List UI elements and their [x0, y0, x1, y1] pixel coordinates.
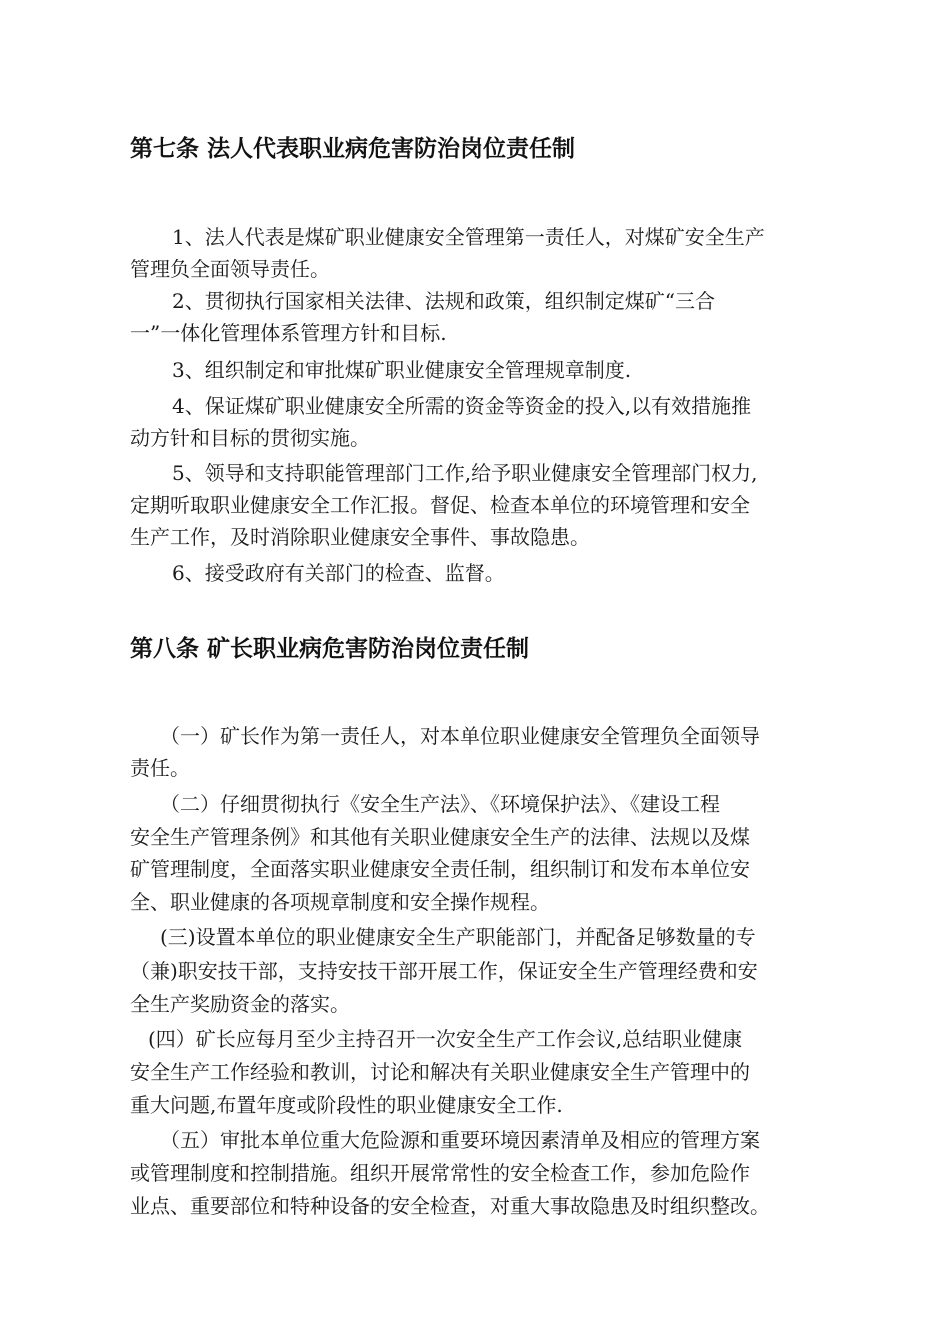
section7-line-2: 管理负全面领导责任。: [130, 257, 330, 281]
section8-line-8: （兼)职安技干部，支持安技干部开展工作，保证安全生产管理经费和安: [130, 959, 758, 983]
section7-line-8: 5、领导和支持职能管理部门工作,给予职业健康安全管理部门权力,: [172, 461, 758, 485]
section8-line-4: 安全生产管理条例》和其他有关职业健康安全生产的法律、法规以及煤: [130, 825, 750, 849]
section8-line-6: 全、职业健康的各项规章制度和安全操作规程。: [130, 890, 550, 914]
section8-line-14: 或管理制度和控制措施。组织开展常常性的安全检查工作，参加危险作: [130, 1161, 750, 1185]
section7-line-1: 1、法人代表是煤矿职业健康安全管理第一责任人，对煤矿安全生产: [172, 225, 765, 249]
section8-line-11: 安全生产工作经验和教训，讨论和解决有关职业健康安全生产管理中的: [130, 1060, 750, 1084]
section8-line-2: 责任。: [130, 756, 190, 780]
section7-line-5: 3、组织制定和审批煤矿职业健康安全管理规章制度.: [172, 358, 632, 382]
section8-line-10: (四）矿长应每月至少主持召开一次安全生产工作会议,总结职业健康: [148, 1027, 743, 1051]
section8-line-12: 重大问题,布置年度或阶段性的职业健康安全工作.: [130, 1093, 563, 1117]
section8-line-13: （五）审批本单位重大危险源和重要环境因素清单及相应的管理方案: [160, 1128, 760, 1152]
section8-heading: 第八条 矿长职业病危害防治岗位责任制: [130, 636, 530, 662]
section7-line-6: 4、保证煤矿职业健康安全所需的资金等资金的投入,以有效措施推: [172, 394, 752, 418]
section7-line-9: 定期听取职业健康安全工作汇报。督促、检查本单位的环境管理和安全: [130, 493, 750, 517]
section8-line-15: 业点、重要部位和特种设备的安全检查，对重大事故隐患及时组织整改。: [130, 1194, 770, 1218]
section7-line-10: 生产工作，及时消除职业健康安全事件、事故隐患。: [130, 525, 590, 549]
section7-line-7: 动方针和目标的贯彻实施。: [130, 426, 370, 450]
section7-line-3: 2、贯彻执行国家相关法律、法规和政策，组织制定煤矿“三合: [172, 289, 715, 313]
section8-line-9: 全生产奖励资金的落实。: [130, 992, 350, 1016]
section7-line-11: 6、接受政府有关部门的检查、监督。: [172, 561, 505, 585]
section7-line-4: 一”一体化管理体系管理方针和目标.: [130, 321, 447, 345]
section8-line-1: （一）矿长作为第一责任人，对本单位职业健康安全管理负全面领导: [160, 724, 760, 748]
section7-heading: 第七条 法人代表职业病危害防治岗位责任制: [130, 136, 576, 162]
section8-line-3: （二）仔细贯彻执行《安全生产法》、《环境保护法》、《建设工程: [160, 792, 720, 816]
section8-line-7: (三)设置本单位的职业健康安全生产职能部门，并配备足够数量的专: [160, 925, 756, 949]
section8-line-5: 矿管理制度，全面落实职业健康安全责任制，组织制订和发布本单位安: [130, 857, 750, 881]
